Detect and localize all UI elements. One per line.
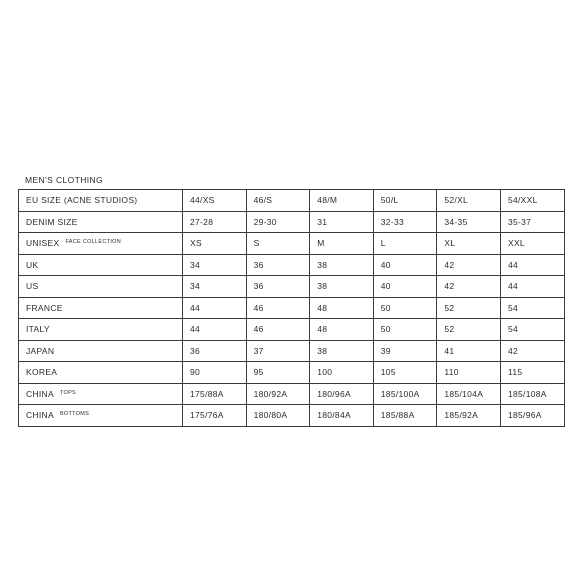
row-label-cell <box>19 211 183 233</box>
table-row <box>19 190 565 212</box>
size-value-cell: M <box>310 233 374 255</box>
size-value-cell: 175/76A <box>183 405 247 427</box>
size-chart-table <box>18 189 565 427</box>
size-chart-body <box>19 190 565 427</box>
table-row <box>19 233 565 255</box>
row-label: CHINA <box>26 410 54 421</box>
size-value-cell: 44 <box>183 297 247 319</box>
size-value-cell: 42 <box>437 276 501 298</box>
row-label-cell <box>19 405 183 427</box>
size-value-cell: 110 <box>437 362 501 384</box>
size-value-cell: 180/92A <box>246 383 310 405</box>
row-label-cell <box>19 190 183 212</box>
size-value-cell: 90 <box>183 362 247 384</box>
row-label: EU SIZE (ACNE STUDIOS) <box>26 195 138 206</box>
size-value-cell: 38 <box>310 340 374 362</box>
size-value-cell: 42 <box>500 340 564 362</box>
row-label: KOREA <box>26 367 58 378</box>
row-label: UNISEX <box>26 238 60 249</box>
table-title: MEN'S CLOTHING <box>25 175 104 185</box>
size-value-cell: 44 <box>500 254 564 276</box>
table-row <box>19 362 565 384</box>
size-value-cell: 50/L <box>373 190 437 212</box>
size-value-cell: XL <box>437 233 501 255</box>
size-value-cell: 95 <box>246 362 310 384</box>
size-value-cell: XS <box>183 233 247 255</box>
size-value-cell: 32-33 <box>373 211 437 233</box>
size-value-cell: 48/M <box>310 190 374 212</box>
row-label-cell <box>19 276 183 298</box>
size-value-cell: 34-35 <box>437 211 501 233</box>
size-value-cell: 34 <box>183 254 247 276</box>
row-label-note: TOPS <box>59 389 77 396</box>
size-value-cell: 52 <box>437 297 501 319</box>
size-value-cell: 54/XXL <box>500 190 564 212</box>
size-value-cell: 100 <box>310 362 374 384</box>
size-value-cell: 105 <box>373 362 437 384</box>
size-value-cell: L <box>373 233 437 255</box>
row-label: ITALY <box>26 324 50 335</box>
row-label-note: BOTTOMS <box>59 411 90 418</box>
size-value-cell: 52/XL <box>437 190 501 212</box>
size-value-cell: 41 <box>437 340 501 362</box>
size-value-cell: 185/104A <box>437 383 501 405</box>
table-row <box>19 211 565 233</box>
row-label-cell <box>19 383 183 405</box>
size-value-cell: 46/S <box>246 190 310 212</box>
size-value-cell: 185/96A <box>500 405 564 427</box>
size-value-cell: 54 <box>500 319 564 341</box>
size-value-cell: 36 <box>246 254 310 276</box>
size-value-cell: 40 <box>373 276 437 298</box>
size-value-cell: 180/96A <box>310 383 374 405</box>
size-value-cell: 31 <box>310 211 374 233</box>
row-label-cell <box>19 254 183 276</box>
row-label-cell <box>19 340 183 362</box>
table-row <box>19 297 565 319</box>
size-value-cell: 50 <box>373 319 437 341</box>
row-label: JAPAN <box>26 345 55 356</box>
size-value-cell: 48 <box>310 319 374 341</box>
size-value-cell: 180/80A <box>246 405 310 427</box>
table-row <box>19 276 565 298</box>
size-value-cell: 115 <box>500 362 564 384</box>
size-value-cell: 42 <box>437 254 501 276</box>
size-value-cell: 54 <box>500 297 564 319</box>
size-value-cell: 185/92A <box>437 405 501 427</box>
size-value-cell: 44 <box>183 319 247 341</box>
row-label: US <box>26 281 39 292</box>
row-label-cell <box>19 319 183 341</box>
size-value-cell: 38 <box>310 254 374 276</box>
size-value-cell: 185/88A <box>373 405 437 427</box>
size-value-cell: 44/XS <box>183 190 247 212</box>
row-label-cell <box>19 362 183 384</box>
size-value-cell: 29-30 <box>246 211 310 233</box>
table-row <box>19 319 565 341</box>
row-label-note: FACE COLLECTION <box>65 239 121 246</box>
size-value-cell: S <box>246 233 310 255</box>
row-label: FRANCE <box>26 302 63 313</box>
size-value-cell: 175/88A <box>183 383 247 405</box>
row-label: CHINA <box>26 388 54 399</box>
size-value-cell: XXL <box>500 233 564 255</box>
size-value-cell: 44 <box>500 276 564 298</box>
size-value-cell: 38 <box>310 276 374 298</box>
table-row <box>19 405 565 427</box>
table-row <box>19 383 565 405</box>
size-value-cell: 35-37 <box>500 211 564 233</box>
row-label-cell <box>19 233 183 255</box>
size-value-cell: 37 <box>246 340 310 362</box>
size-value-cell: 52 <box>437 319 501 341</box>
table-row <box>19 340 565 362</box>
size-value-cell: 185/100A <box>373 383 437 405</box>
size-value-cell: 34 <box>183 276 247 298</box>
row-label: DENIM SIZE <box>26 216 78 227</box>
row-label-cell <box>19 297 183 319</box>
size-value-cell: 27-28 <box>183 211 247 233</box>
size-value-cell: 36 <box>183 340 247 362</box>
size-value-cell: 48 <box>310 297 374 319</box>
size-value-cell: 36 <box>246 276 310 298</box>
size-value-cell: 180/84A <box>310 405 374 427</box>
size-value-cell: 50 <box>373 297 437 319</box>
size-value-cell: 40 <box>373 254 437 276</box>
size-value-cell: 39 <box>373 340 437 362</box>
size-value-cell: 46 <box>246 319 310 341</box>
row-label: UK <box>26 259 39 270</box>
table-row <box>19 254 565 276</box>
size-value-cell: 185/108A <box>500 383 564 405</box>
size-value-cell: 46 <box>246 297 310 319</box>
